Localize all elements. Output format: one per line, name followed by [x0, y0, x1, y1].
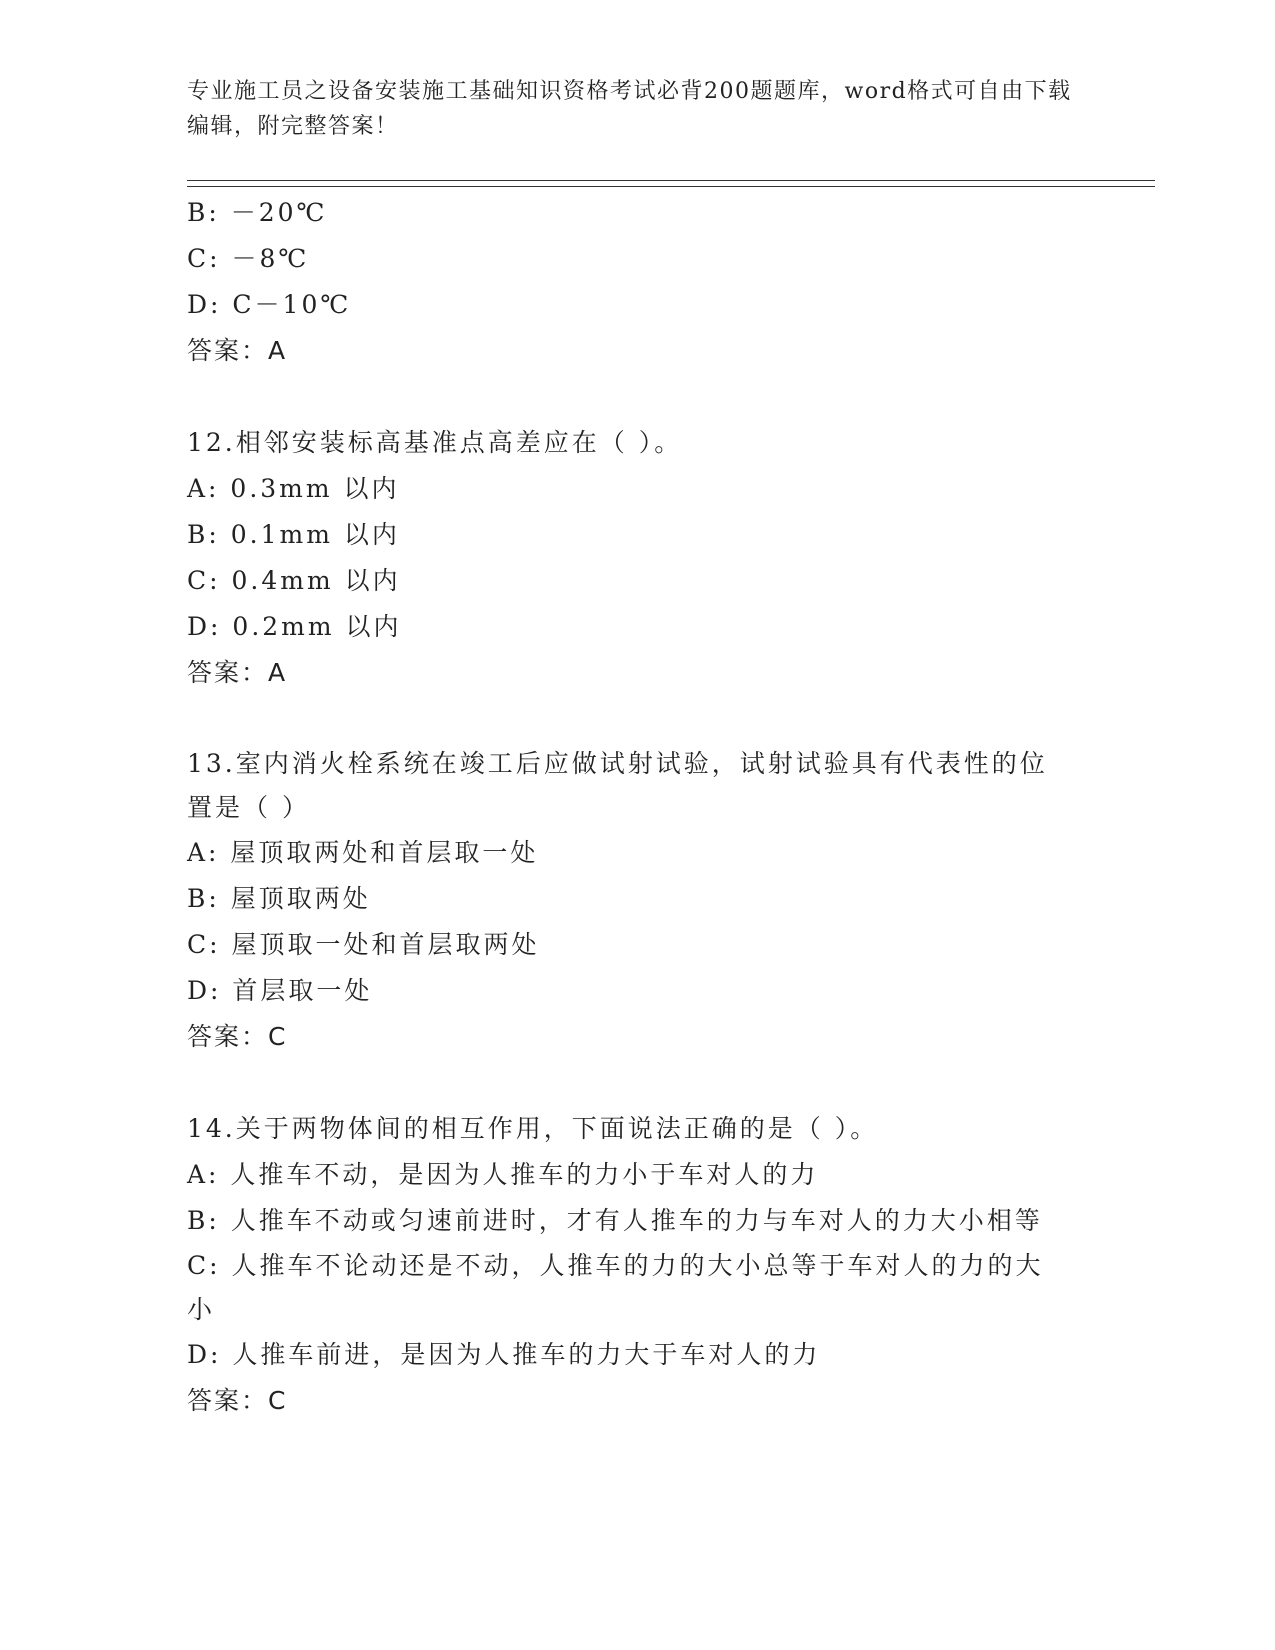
option-a: A: 人推车不动，是因为人推车的力小于车对人的力 — [187, 1160, 819, 1189]
question-stem: 12.相邻安装标高基准点高差应在（ ）。 — [187, 428, 683, 457]
spacer — [187, 696, 1087, 742]
option-c: C: 人推车不论动还是不动，人推车的力的大小总等于车对人的力的大小 — [187, 1251, 1044, 1324]
answer-line: 答案：A — [187, 658, 288, 687]
option-d: D: 0.2mm 以内 — [187, 612, 402, 641]
answer-line: 答案：C — [187, 1386, 288, 1415]
answer-line: 答案：C — [187, 1022, 288, 1051]
document-header: 专业施工员之设备安装施工基础知识资格考试必背200题题库，word格式可自由下载编辑，附完整答案！ — [187, 79, 1072, 139]
option-b: B: －20℃ — [187, 198, 328, 227]
header-divider — [187, 180, 1155, 187]
option-d: D: 人推车前进，是因为人推车的力大于车对人的力 — [187, 1340, 821, 1369]
question-13 — [187, 742, 1087, 1060]
option-c: C: －8℃ — [187, 244, 310, 273]
answer-line: 答案：A — [187, 336, 288, 365]
option-a: A: 0.3mm 以内 — [187, 474, 400, 503]
question-stem: 14.关于两物体间的相互作用，下面说法正确的是（ ）。 — [187, 1114, 879, 1143]
option-a: A: 屋顶取两处和首层取一处 — [187, 838, 539, 867]
option-b: B: 0.1mm 以内 — [187, 520, 400, 549]
option-c: C: 0.4mm 以内 — [187, 566, 401, 595]
option-b: B: 人推车不动或匀速前进时，才有人推车的力与车对人的力大小相等 — [187, 1206, 1043, 1235]
question-stem: 13.室内消火栓系统在竣工后应做试射试验，试射试验具有代表性的位置是（ ） — [187, 749, 1048, 822]
spacer — [187, 1060, 1087, 1106]
option-d: D: C－10℃ — [187, 290, 352, 319]
question-14 — [187, 1106, 1087, 1424]
option-c: C: 屋顶取一处和首层取两处 — [187, 930, 540, 959]
spacer — [187, 374, 1087, 420]
option-d: D: 首层取一处 — [187, 976, 373, 1005]
question-11-continued — [187, 190, 1087, 374]
document-body — [187, 190, 1087, 1424]
question-12 — [187, 420, 1087, 696]
option-b: B: 屋顶取两处 — [187, 884, 371, 913]
